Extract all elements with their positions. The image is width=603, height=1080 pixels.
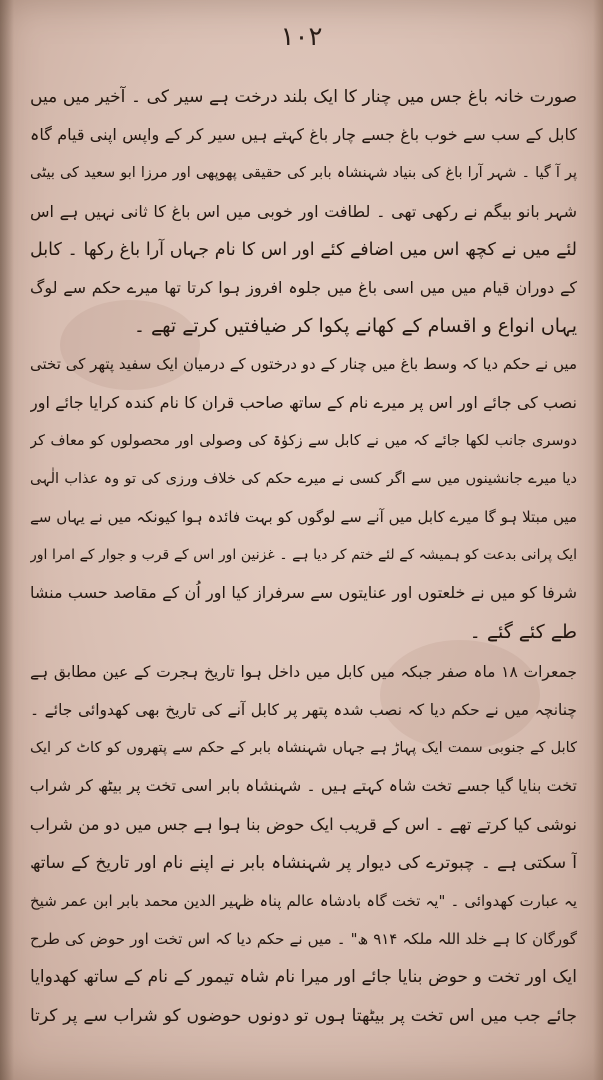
- page-number: ۱۰۲: [280, 22, 323, 52]
- text-line: دوسری جانب لکھا جائے کہ میں نے کابل سے زکوٰۃ کی وصولی اور محصولوں کو معاف کر: [30, 432, 577, 449]
- text-line: جمعرات ۱۸ ماہ صفر جبکہ میں کابل میں داخل ہوا تاریخ ہجرت کے عین مطابق ہے: [30, 662, 577, 681]
- text-line: پر آ گیا ۔ شہر آرا باغ کی بنیاد شہنشاہ بابر کی حقیقی پھوپھی اور مرزا ابو سعید کی بیٹی: [30, 165, 577, 182]
- paragraph-2: [30, 345, 577, 651]
- text-line: گورگان کا ہے خلد اللہ ملکہ ۹۱۴ ھ" ۔ میں نے حکم دیا کہ اس تخت اور حوض کی طرح: [30, 930, 577, 949]
- body-text: [30, 78, 577, 1035]
- text-line: تخت بنایا گیا جسے تخت شاہ کہتے ہیں ۔ شہنشاہ بابر اسی تخت پر بیٹھ کر شراب: [30, 776, 577, 796]
- text-line: صورت خانہ باغ جس میں چنار کا ایک بلند درخت ہے سیر کی ۔ آخیر میں میں: [30, 87, 577, 107]
- text-line: میں مبتلا ہو گا میرے کابل میں آنے سے لوگوں کو بہت فائدہ ہوا کیونکہ میں نے یہاں سے: [30, 508, 577, 527]
- text-line: شہر بانو بیگم نے رکھی تھی ۔ لطافت اور خوبی میں اس باغ کا ثانی نہیں ہے اس: [30, 201, 577, 221]
- text-line: لئے میں نے کچھ اس میں اضافے کئے اور اس کا نام جہاں آرا باغ رکھا ۔ کابل: [30, 239, 577, 260]
- page-edge-shadow: [593, 0, 603, 1080]
- text-line: جائے جب میں اس تخت پر بیٹھتا ہوں تو دونوں حوضوں کو شراب سے پر کرتا: [30, 1005, 577, 1026]
- text-line: ایک پرانی بدعت کو ہمیشہ کے لئے ختم کر دیا ہے ۔ غزنین اور اس کے قرب و جوار کے امرا اور: [30, 547, 577, 564]
- text-line: نوشی کیا کرتے تھے ۔ اس کے قریب ایک حوض بنا ہوا ہے جس میں دو من شراب: [30, 814, 577, 834]
- text-line: چنانچہ میں نے حکم دیا کہ نصب شدہ پتھر پر کابل آنے کی تاریخ بھی کھدوائی جائے ۔: [30, 701, 577, 719]
- text-line: کے دوران قیام میں میں اسی باغ میں جلوہ افروز ہوا کرتا تھا میرے حکم سے لوگ: [30, 277, 577, 297]
- page-binding-shadow: [0, 0, 14, 1080]
- text-line: میں نے حکم دیا کہ وسط باغ میں چنار کے دو درختوں کے درمیان ایک سفید پتھر کی تختی: [30, 355, 577, 374]
- paragraph-3: [30, 653, 577, 1035]
- text-line: دیا میرے جانشینوں میں سے اگر کسی نے میرے حکم کی خلاف ورزی کی تو وہ عذاب الٰہی: [30, 470, 577, 487]
- text-line: آ سکتی ہے ۔ چبوترے کی دیوار پر شہنشاہ بابر نے اپنے نام اور تاریخ کے ساتھ: [30, 852, 577, 873]
- text-line: ایک اور تخت و حوض بنایا جائے اور میرا نام شاہ تیمور کے نام کے ساتھ کھدوایا: [30, 967, 577, 988]
- text-line: یہ عبارت کھدوائی ۔ "یہ تخت گاہ بادشاہ عالم پناہ ظہیر الدین محمد بابر ابن عمر شیخ: [30, 891, 577, 910]
- text-line: نصب کی جائے اور اس پر میرے نام کے ساتھ صاحب قران کا نام کندہ کرایا جائے اور: [30, 392, 577, 412]
- text-line: کابل کے سب سے خوب باغ جسے چار باغ کہتے ہیں سیر کر کے واپس اپنی قیام گاہ: [30, 125, 577, 145]
- text-line: طے کئے گئے ۔: [469, 620, 577, 643]
- text-line: یہاں انواع و اقسام کے کھانے پکوا کر ضیافتیں کرتے تھے ۔: [133, 315, 577, 338]
- text-line: شرفا کو میں نے خلعتوں اور عنایتوں سے سرفراز کیا اور اُن کے مقاصد حسب منشا: [30, 583, 577, 603]
- text-line: کابل کے جنوبی سمت ایک پہاڑ ہے جہاں شہنشاہ بابر کے حکم سے پتھروں کو کاٹ کر ایک: [30, 740, 577, 757]
- paragraph-1: [30, 78, 577, 345]
